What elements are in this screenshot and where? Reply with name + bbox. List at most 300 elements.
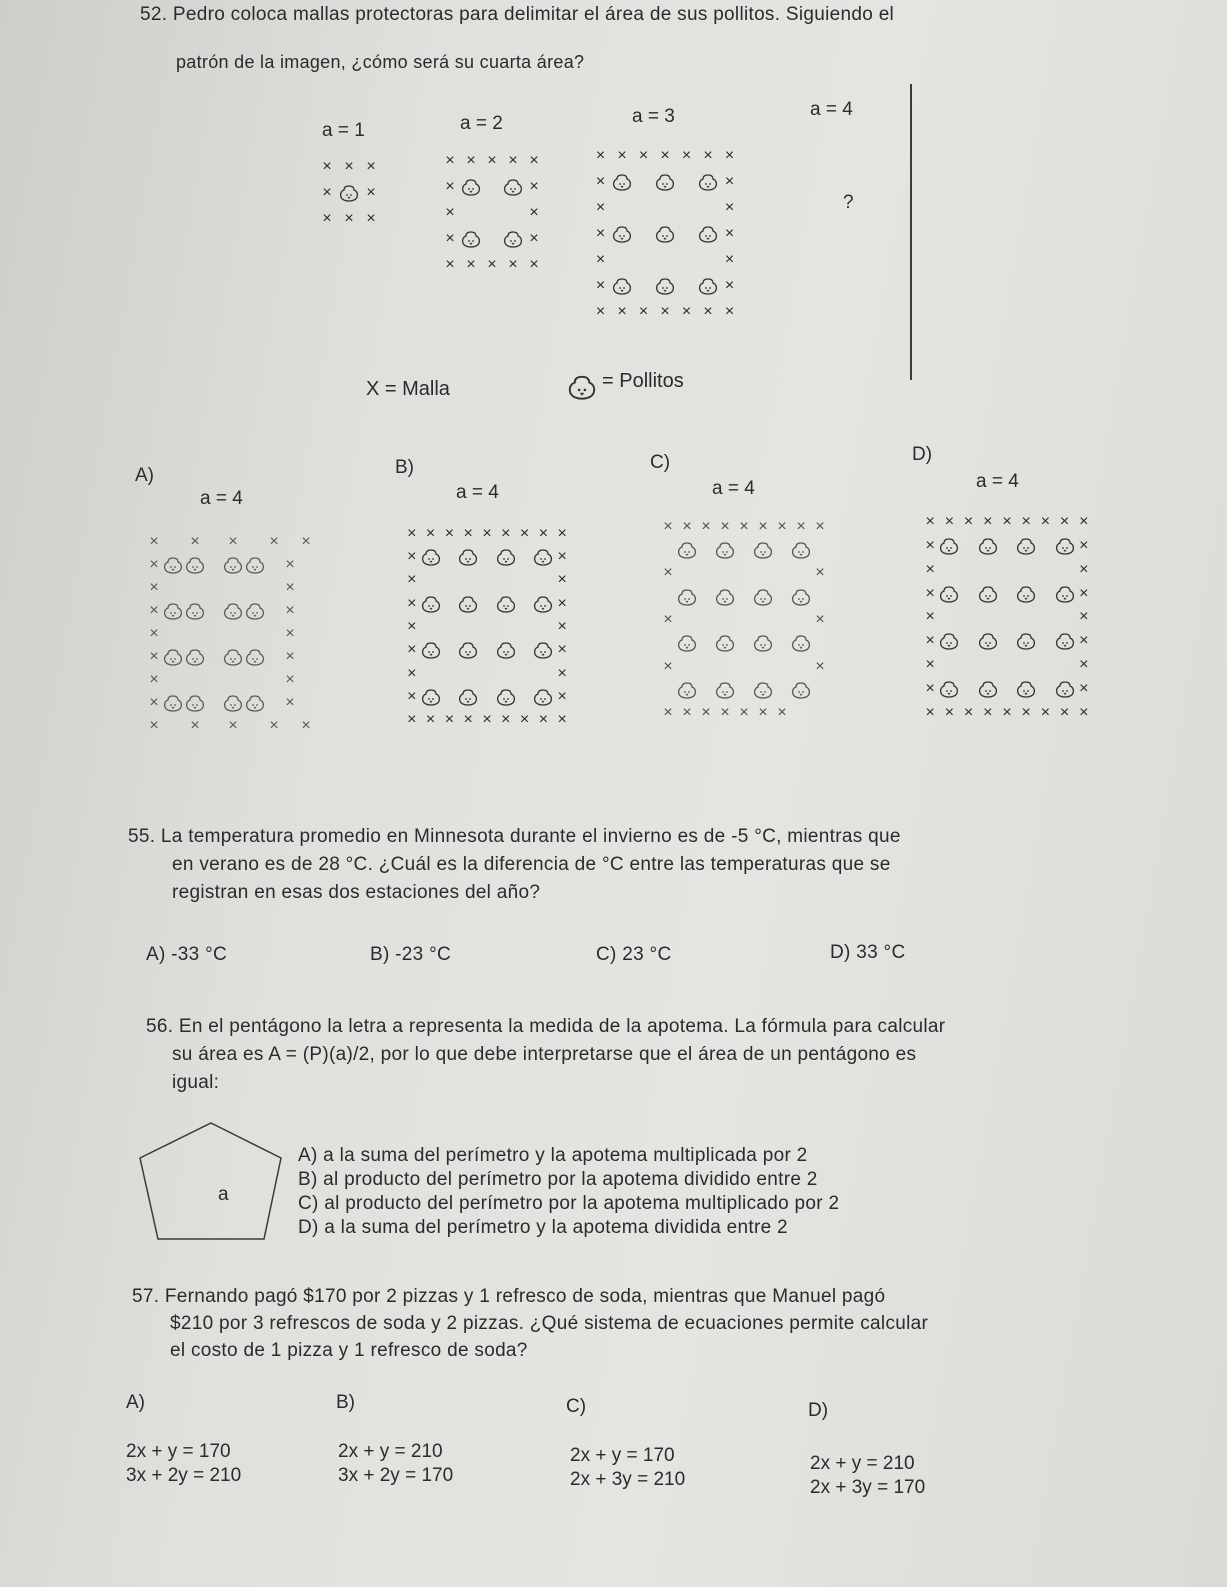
empty-cell <box>999 629 1015 653</box>
empty-cell <box>206 599 222 622</box>
mesh-mark: × <box>149 555 159 573</box>
chick-icon <box>1015 534 1037 558</box>
empty-cell <box>960 558 976 582</box>
empty-cell <box>162 622 184 645</box>
mesh-mark: × <box>519 711 530 729</box>
chick-icon <box>457 639 479 662</box>
empty-cell <box>960 677 976 701</box>
empty-cell <box>611 195 633 221</box>
legend-mesh: X = Malla <box>366 378 450 400</box>
empty-cell <box>266 622 282 645</box>
chick-icon <box>162 553 184 576</box>
q55-option-a: A) -33 °C <box>146 944 228 965</box>
mesh-mark: × <box>724 251 735 268</box>
mesh-mark: × <box>501 711 511 729</box>
empty-cell <box>479 592 495 615</box>
empty-cell <box>790 562 812 585</box>
empty-cell <box>714 655 736 678</box>
chick-icon <box>611 221 633 247</box>
mesh-mark: × <box>149 532 159 550</box>
empty-cell <box>960 653 976 677</box>
empty-cell <box>736 678 752 701</box>
q56-line3: igual: <box>172 1072 220 1093</box>
mesh-mark: × <box>777 704 787 722</box>
mesh-mark: × <box>487 256 497 273</box>
pentagon-apothem-label: a <box>218 1184 229 1205</box>
mesh-mark: × <box>519 524 530 542</box>
mesh-mark: × <box>720 704 730 722</box>
empty-cell <box>517 592 533 615</box>
chick-icon <box>338 180 360 206</box>
q56-line1: 56. En el pentágono la letra a representa la medida de la apotema. La fórmula para calcular <box>146 1016 946 1037</box>
empty-cell <box>206 553 222 576</box>
option-a-label: a = 4 <box>200 488 243 509</box>
chick-icon <box>244 553 266 576</box>
q52-line2: patrón de la imagen, ¿cómo será su cuarta área? <box>176 52 585 72</box>
empty-cell <box>266 599 282 622</box>
chick-icon <box>502 174 524 200</box>
mesh-mark: × <box>444 711 455 729</box>
mesh-mark: × <box>285 624 295 642</box>
mesh-mark: × <box>701 704 711 722</box>
chick-icon <box>714 632 736 655</box>
empty-cell <box>752 562 774 585</box>
empty-cell <box>1054 558 1076 582</box>
empty-cell <box>442 545 458 568</box>
chick-icon <box>184 553 206 576</box>
empty-cell <box>714 608 736 631</box>
empty-cell <box>162 530 184 553</box>
mesh-mark: × <box>663 517 673 535</box>
chick-icon <box>457 592 479 615</box>
q57-option-b-eq2: 3x + 2y = 170 <box>338 1465 454 1486</box>
empty-cell <box>633 195 654 221</box>
empty-cell <box>517 685 533 708</box>
mesh-mark: × <box>557 617 567 635</box>
mesh-mark: × <box>1079 536 1089 554</box>
mesh-mark: × <box>466 256 476 273</box>
mesh-mark: × <box>445 256 455 273</box>
chick-icon <box>1054 677 1076 701</box>
mesh-mark: × <box>557 687 567 705</box>
mesh-mark: × <box>724 303 735 320</box>
empty-cell <box>736 632 752 655</box>
question-mark: ? <box>843 192 854 213</box>
chick-icon <box>495 685 517 708</box>
chick-icon <box>495 639 517 662</box>
mesh-mark: × <box>1079 512 1089 530</box>
mesh-mark: × <box>983 704 993 722</box>
chick-icon <box>184 646 206 669</box>
empty-cell <box>479 615 495 638</box>
mesh-mark: × <box>660 303 670 320</box>
q55-line2: en verano es de 28 °C. ¿Cuál es la diferencia de °C entre las temperaturas que se <box>172 854 891 875</box>
empty-cell <box>457 662 479 685</box>
empty-cell <box>479 545 495 568</box>
mesh-mark: × <box>796 517 806 535</box>
q56-option-c: C) al producto del perímetro por la apotema multiplicado por 2 <box>298 1193 840 1214</box>
empty-cell <box>774 608 790 631</box>
empty-cell <box>266 669 282 692</box>
empty-cell <box>282 715 298 738</box>
mesh-mark: × <box>366 158 376 175</box>
mesh-mark: × <box>595 225 606 242</box>
empty-cell <box>977 606 999 630</box>
empty-cell <box>517 569 533 592</box>
empty-cell <box>1015 606 1037 630</box>
mesh-mark: × <box>366 210 376 227</box>
q57-option-a-letter: A) <box>126 1392 145 1413</box>
empty-cell <box>298 622 314 645</box>
empty-cell <box>790 608 812 631</box>
q57-option-b-eq1: 2x + y = 210 <box>338 1441 443 1462</box>
mesh-mark: × <box>529 256 539 273</box>
empty-cell <box>812 702 828 725</box>
mesh-mark: × <box>407 571 417 589</box>
chick-icon <box>977 629 999 653</box>
chick-icon <box>495 545 517 568</box>
mesh-mark: × <box>269 532 279 550</box>
option-a-letter: A) <box>135 465 154 486</box>
empty-cell <box>495 569 517 592</box>
mesh-mark: × <box>724 173 735 190</box>
mesh-mark: × <box>149 624 159 642</box>
empty-cell <box>676 655 698 678</box>
mesh-mark: × <box>703 303 713 320</box>
chick-icon <box>676 632 698 655</box>
chick-icon <box>790 678 812 701</box>
empty-cell <box>532 615 554 638</box>
empty-cell <box>660 632 676 655</box>
mesh-mark: × <box>285 694 295 712</box>
empty-cell <box>736 585 752 608</box>
mesh-mark: × <box>407 711 417 729</box>
chick-icon <box>1054 629 1076 653</box>
mesh-mark: × <box>366 184 376 201</box>
q57-line2: $210 por 3 refrescos de soda y 2 pizzas. ¿Qué sistema de ecuaciones permite calcular <box>170 1313 929 1334</box>
empty-cell <box>736 562 752 585</box>
mesh-mark: × <box>1079 704 1089 722</box>
q57-option-d-eq2: 2x + 3y = 170 <box>810 1477 926 1498</box>
q57-option-d-letter: D) <box>808 1400 829 1421</box>
mesh-mark: × <box>557 547 567 565</box>
mesh-mark: × <box>681 303 692 320</box>
option-d-letter: D) <box>912 444 933 465</box>
empty-cell <box>938 558 960 582</box>
chick-icon <box>697 221 719 247</box>
option-c-label: a = 4 <box>712 478 755 499</box>
chick-icon <box>420 639 442 662</box>
mesh-mark: × <box>482 524 492 542</box>
empty-cell <box>790 655 812 678</box>
chick-icon <box>676 585 698 608</box>
empty-cell <box>1015 558 1037 582</box>
chick-icon <box>184 692 206 715</box>
empty-cell <box>266 576 282 599</box>
empty-cell <box>633 247 654 273</box>
chick-icon <box>460 226 482 252</box>
pentagon-figure <box>136 1120 286 1242</box>
mesh-mark: × <box>739 517 749 535</box>
mesh-mark: × <box>595 251 606 268</box>
mesh-mark: × <box>529 178 539 195</box>
empty-cell <box>442 662 458 685</box>
empty-cell <box>222 669 244 692</box>
chick-icon <box>460 174 482 200</box>
mesh-mark: × <box>1040 704 1051 722</box>
mesh-mark: × <box>724 199 735 216</box>
chick-icon <box>752 538 774 561</box>
empty-cell <box>676 247 697 273</box>
empty-cell <box>654 247 676 273</box>
pattern-a1 <box>316 154 382 232</box>
chick-icon <box>1015 677 1037 701</box>
q55-option-b: B) -23 °C <box>370 944 452 965</box>
chick-icon <box>714 585 736 608</box>
empty-cell <box>244 669 266 692</box>
chick-icon <box>1015 629 1037 653</box>
q57-option-a-eq1: 2x + y = 170 <box>126 1441 231 1462</box>
mesh-mark: × <box>301 717 311 735</box>
option-c-pattern <box>660 515 828 725</box>
empty-cell <box>479 569 495 592</box>
chick-icon <box>420 592 442 615</box>
empty-cell <box>698 562 714 585</box>
chick-icon <box>654 221 676 247</box>
q57-option-a-eq2: 3x + 2y = 210 <box>126 1465 242 1486</box>
mesh-mark: × <box>925 632 935 650</box>
mesh-mark: × <box>285 601 295 619</box>
mesh-mark: × <box>724 277 735 294</box>
chick-icon <box>654 273 676 299</box>
empty-cell <box>298 553 314 576</box>
mesh-mark: × <box>501 524 511 542</box>
mesh-mark: × <box>557 571 567 589</box>
empty-cell <box>420 662 442 685</box>
mesh-mark: × <box>663 610 673 628</box>
empty-cell <box>1037 629 1053 653</box>
legend-chick-icon <box>566 372 598 407</box>
empty-cell <box>999 558 1015 582</box>
chick-icon <box>1015 582 1037 606</box>
mesh-mark: × <box>322 184 332 201</box>
empty-cell <box>774 585 790 608</box>
empty-cell <box>206 622 222 645</box>
empty-cell <box>244 576 266 599</box>
pattern-a2 <box>440 148 544 278</box>
empty-cell <box>698 655 714 678</box>
legend-chick: = Pollitos <box>602 370 684 392</box>
empty-cell <box>479 639 495 662</box>
empty-cell <box>676 608 698 631</box>
empty-cell <box>698 608 714 631</box>
chick-icon <box>697 273 719 299</box>
empty-cell <box>633 273 654 299</box>
mesh-mark: × <box>322 210 332 227</box>
empty-cell <box>960 582 976 606</box>
mesh-mark: × <box>739 704 749 722</box>
empty-cell <box>298 599 314 622</box>
mesh-mark: × <box>1079 584 1089 602</box>
q56-option-d: D) a la suma del perímetro y la apotema dividida entre 2 <box>298 1217 788 1238</box>
option-d-label: a = 4 <box>976 471 1019 492</box>
empty-cell <box>479 662 495 685</box>
chick-icon <box>222 692 244 715</box>
mesh-mark: × <box>1079 560 1089 578</box>
empty-cell <box>482 200 502 226</box>
empty-cell <box>812 538 828 561</box>
option-b-pattern <box>404 522 570 732</box>
mesh-mark: × <box>322 158 332 175</box>
chick-icon <box>611 273 633 299</box>
chick-icon <box>790 632 812 655</box>
mesh-mark: × <box>925 704 935 722</box>
mesh-mark: × <box>963 512 974 530</box>
q56-option-a: A) a la suma del perímetro y la apotema multiplicada por 2 <box>298 1145 808 1166</box>
empty-cell <box>495 662 517 685</box>
chick-icon <box>244 692 266 715</box>
mesh-mark: × <box>407 594 417 612</box>
mesh-mark: × <box>1002 512 1012 530</box>
mesh-mark: × <box>407 687 417 705</box>
empty-cell <box>736 538 752 561</box>
chick-icon <box>502 226 524 252</box>
empty-cell <box>517 615 533 638</box>
mesh-mark: × <box>285 671 295 689</box>
empty-cell <box>479 685 495 708</box>
mesh-mark: × <box>595 303 606 320</box>
empty-cell <box>774 632 790 655</box>
mesh-mark: × <box>407 547 417 565</box>
chick-icon <box>938 677 960 701</box>
mesh-mark: × <box>407 664 417 682</box>
empty-cell <box>206 576 222 599</box>
chick-icon <box>752 585 774 608</box>
empty-cell <box>697 247 719 273</box>
empty-cell <box>633 169 654 195</box>
mesh-mark: × <box>285 648 295 666</box>
mesh-mark: × <box>815 657 825 675</box>
mesh-mark: × <box>301 532 311 550</box>
q56-option-b: B) al producto del perímetro por la apotema dividido entre 2 <box>298 1169 818 1190</box>
empty-cell <box>774 538 790 561</box>
mesh-mark: × <box>344 158 354 175</box>
empty-cell <box>420 569 442 592</box>
q57-option-c-eq2: 2x + 3y = 210 <box>570 1469 686 1490</box>
mesh-mark: × <box>724 225 735 242</box>
empty-cell <box>244 715 266 738</box>
mesh-mark: × <box>444 524 455 542</box>
empty-cell <box>611 247 633 273</box>
mesh-mark: × <box>149 671 159 689</box>
empty-cell <box>736 608 752 631</box>
empty-cell <box>698 632 714 655</box>
mesh-mark: × <box>925 512 935 530</box>
mesh-mark: × <box>557 641 567 659</box>
mesh-mark: × <box>1040 512 1051 530</box>
chick-icon <box>977 582 999 606</box>
empty-cell <box>1037 558 1053 582</box>
chick-icon <box>244 646 266 669</box>
chick-icon <box>222 553 244 576</box>
pattern-label-a4: a = 4 <box>810 99 853 120</box>
empty-cell <box>1037 582 1053 606</box>
empty-cell <box>442 639 458 662</box>
empty-cell <box>502 200 524 226</box>
chick-icon <box>495 592 517 615</box>
chick-icon <box>752 632 774 655</box>
empty-cell <box>244 622 266 645</box>
empty-cell <box>698 538 714 561</box>
q57-option-d-eq1: 2x + y = 210 <box>810 1453 915 1474</box>
chick-icon <box>222 646 244 669</box>
empty-cell <box>162 576 184 599</box>
empty-cell <box>698 678 714 701</box>
chick-icon <box>977 534 999 558</box>
empty-cell <box>184 622 206 645</box>
mesh-mark: × <box>724 147 735 164</box>
mesh-mark: × <box>508 152 518 169</box>
pattern-label-a3: a = 3 <box>632 106 675 127</box>
q57-option-b-letter: B) <box>336 1392 355 1413</box>
chick-icon <box>676 678 698 701</box>
empty-cell <box>1054 653 1076 677</box>
empty-cell <box>676 221 697 247</box>
pattern-label-a2: a = 2 <box>460 113 503 134</box>
empty-cell <box>206 692 222 715</box>
empty-cell <box>298 576 314 599</box>
empty-cell <box>977 653 999 677</box>
empty-cell <box>460 200 482 226</box>
mesh-mark: × <box>529 204 539 221</box>
empty-cell <box>298 692 314 715</box>
mesh-mark: × <box>682 517 692 535</box>
empty-cell <box>697 195 719 221</box>
mesh-mark: × <box>925 680 935 698</box>
mesh-mark: × <box>149 648 159 666</box>
empty-cell <box>999 677 1015 701</box>
chick-icon <box>1054 582 1076 606</box>
empty-cell <box>282 530 298 553</box>
empty-cell <box>457 569 479 592</box>
mesh-mark: × <box>815 610 825 628</box>
empty-cell <box>999 534 1015 558</box>
chick-icon <box>457 545 479 568</box>
empty-cell <box>244 530 266 553</box>
empty-cell <box>1037 677 1053 701</box>
mesh-mark: × <box>1059 704 1070 722</box>
mesh-mark: × <box>925 584 935 602</box>
mesh-mark: × <box>538 711 549 729</box>
mesh-mark: × <box>1021 704 1031 722</box>
empty-cell <box>298 669 314 692</box>
chick-icon <box>1054 534 1076 558</box>
empty-cell <box>1037 606 1053 630</box>
mesh-mark: × <box>149 717 159 735</box>
empty-cell <box>442 592 458 615</box>
empty-cell <box>266 692 282 715</box>
mesh-mark: × <box>285 578 295 596</box>
empty-cell <box>206 715 222 738</box>
q55-option-d: D) 33 °C <box>830 942 906 963</box>
mesh-mark: × <box>269 717 279 735</box>
empty-cell <box>698 585 714 608</box>
empty-cell <box>774 678 790 701</box>
empty-cell <box>532 569 554 592</box>
mesh-mark: × <box>407 641 417 659</box>
chick-icon <box>654 169 676 195</box>
empty-cell <box>938 606 960 630</box>
